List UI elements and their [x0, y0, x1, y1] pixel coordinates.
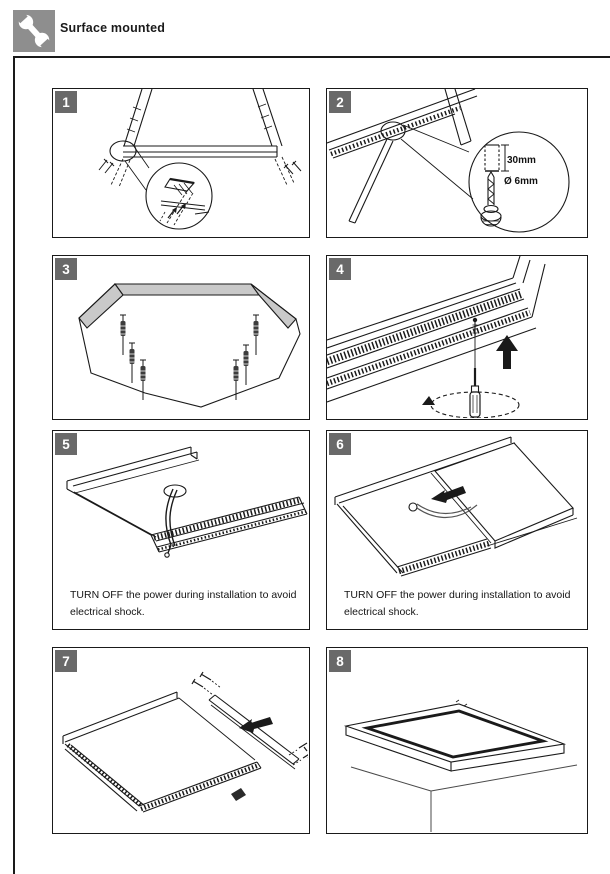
drill-diameter-label: Ø 6mm	[504, 176, 538, 187]
step-3-panel	[52, 255, 310, 420]
warning-caption: TURN OFF the power during installation to avoid electrical shock.	[70, 589, 297, 618]
step-number-badge: 5	[55, 433, 77, 455]
step-1-panel	[52, 88, 310, 238]
step-number-badge: 7	[55, 650, 77, 672]
step-5-panel	[52, 430, 310, 630]
step-7-illustration	[53, 648, 308, 832]
step-6-illustration	[327, 431, 586, 581]
page-title: Surface mounted	[60, 21, 166, 35]
step-1-illustration	[53, 89, 308, 236]
step-number-badge: 6	[329, 433, 351, 455]
step-number-badge: 1	[55, 91, 77, 113]
step-7-panel	[52, 647, 310, 834]
step-2-panel	[326, 88, 588, 238]
wrench-icon	[13, 10, 55, 52]
step-number-badge: 4	[329, 258, 351, 280]
step-3-illustration	[53, 256, 308, 418]
step-number-badge: 3	[55, 258, 77, 280]
up-arrow-icon	[496, 335, 518, 369]
step-number-badge: 2	[329, 91, 351, 113]
drill-depth-label: 30mm	[507, 155, 536, 166]
step-5-illustration	[53, 431, 308, 581]
step-4-illustration	[327, 256, 586, 418]
header-divider	[13, 56, 610, 58]
warning-caption: TURN OFF the power during installation to avoid electrical shock.	[344, 589, 571, 618]
step-2-illustration	[327, 89, 586, 236]
step-8-panel	[326, 647, 588, 834]
step-8-illustration	[327, 648, 586, 832]
left-page-border	[13, 56, 15, 874]
step-6-panel	[326, 430, 588, 630]
step-number-badge: 8	[329, 650, 351, 672]
step-4-panel	[326, 255, 588, 420]
